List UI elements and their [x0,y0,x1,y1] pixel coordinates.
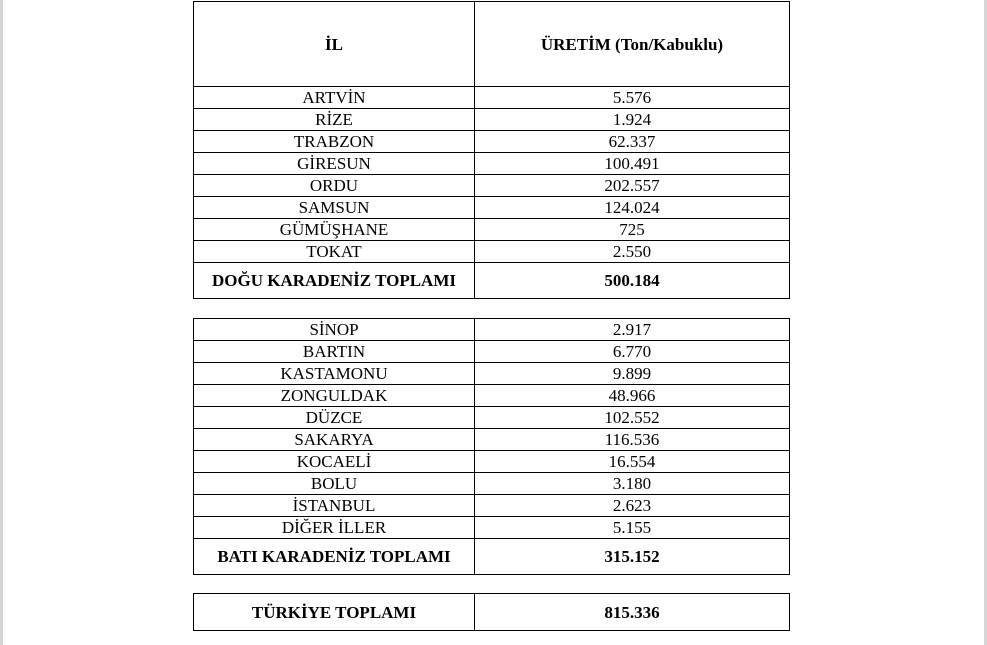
table-row [194,175,790,197]
table-row [194,517,790,539]
east-total-row [194,263,790,299]
province-name: DÜZCE [194,407,475,429]
table-row [194,429,790,451]
province-name: ZONGULDAK [194,385,475,407]
production-value: 48.966 [475,385,790,407]
table-row [194,197,790,219]
production-value: 2.623 [475,495,790,517]
province-name: BOLU [194,473,475,495]
turkiye-total-label: TÜRKİYE TOPLAMI [194,594,475,631]
viewer-left-edge [0,0,3,645]
table-row [194,407,790,429]
table-row [194,319,790,341]
table-row [194,495,790,517]
province-name: ARTVİN [194,87,475,109]
province-name: RİZE [194,109,475,131]
production-value: 116.536 [475,429,790,451]
production-value: 6.770 [475,341,790,363]
header-il: İL [194,2,475,87]
province-name: TRABZON [194,131,475,153]
province-name: İSTANBUL [194,495,475,517]
production-value: 725 [475,219,790,241]
table-row [194,341,790,363]
table-row [194,241,790,263]
province-name: GİRESUN [194,153,475,175]
production-value: 102.552 [475,407,790,429]
production-value: 3.180 [475,473,790,495]
province-name: KASTAMONU [194,363,475,385]
province-name: KOCAELİ [194,451,475,473]
production-value: 1.924 [475,109,790,131]
east-total-value: 500.184 [475,263,790,299]
production-value: 62.337 [475,131,790,153]
province-name: SAMSUN [194,197,475,219]
table-row [194,219,790,241]
turkiye-total-value: 815.336 [475,594,790,631]
table-row [194,473,790,495]
west-total-value: 315.152 [475,539,790,575]
turkiye-total-row [194,594,790,631]
province-name: ORDU [194,175,475,197]
turkiye-total-table [193,593,790,631]
production-value: 16.554 [475,451,790,473]
production-value: 2.917 [475,319,790,341]
table-row [194,131,790,153]
east-total-label: DOĞU KARADENİZ TOPLAMI [194,263,475,299]
production-value: 100.491 [475,153,790,175]
production-value: 202.557 [475,175,790,197]
province-name: TOKAT [194,241,475,263]
table-row [194,451,790,473]
production-value: 5.155 [475,517,790,539]
table-header-row [194,2,790,87]
west-rows [194,319,790,539]
table-row [194,363,790,385]
west-total-row [194,539,790,575]
production-value: 124.024 [475,197,790,219]
table-row [194,109,790,131]
west-total-label: BATI KARADENİZ TOPLAMI [194,539,475,575]
east-karadeniz-table [193,1,790,299]
header-uretim: ÜRETİM (Ton/Kabuklu) [475,2,790,87]
east-rows [194,87,790,263]
province-name: GÜMÜŞHANE [194,219,475,241]
production-value: 5.576 [475,87,790,109]
production-value: 2.550 [475,241,790,263]
province-name: SİNOP [194,319,475,341]
province-name: DİĞER İLLER [194,517,475,539]
table-row [194,153,790,175]
province-name: BARTIN [194,341,475,363]
table-row [194,385,790,407]
province-name: SAKARYA [194,429,475,451]
production-value: 9.899 [475,363,790,385]
table-row [194,87,790,109]
west-karadeniz-table [193,318,790,575]
